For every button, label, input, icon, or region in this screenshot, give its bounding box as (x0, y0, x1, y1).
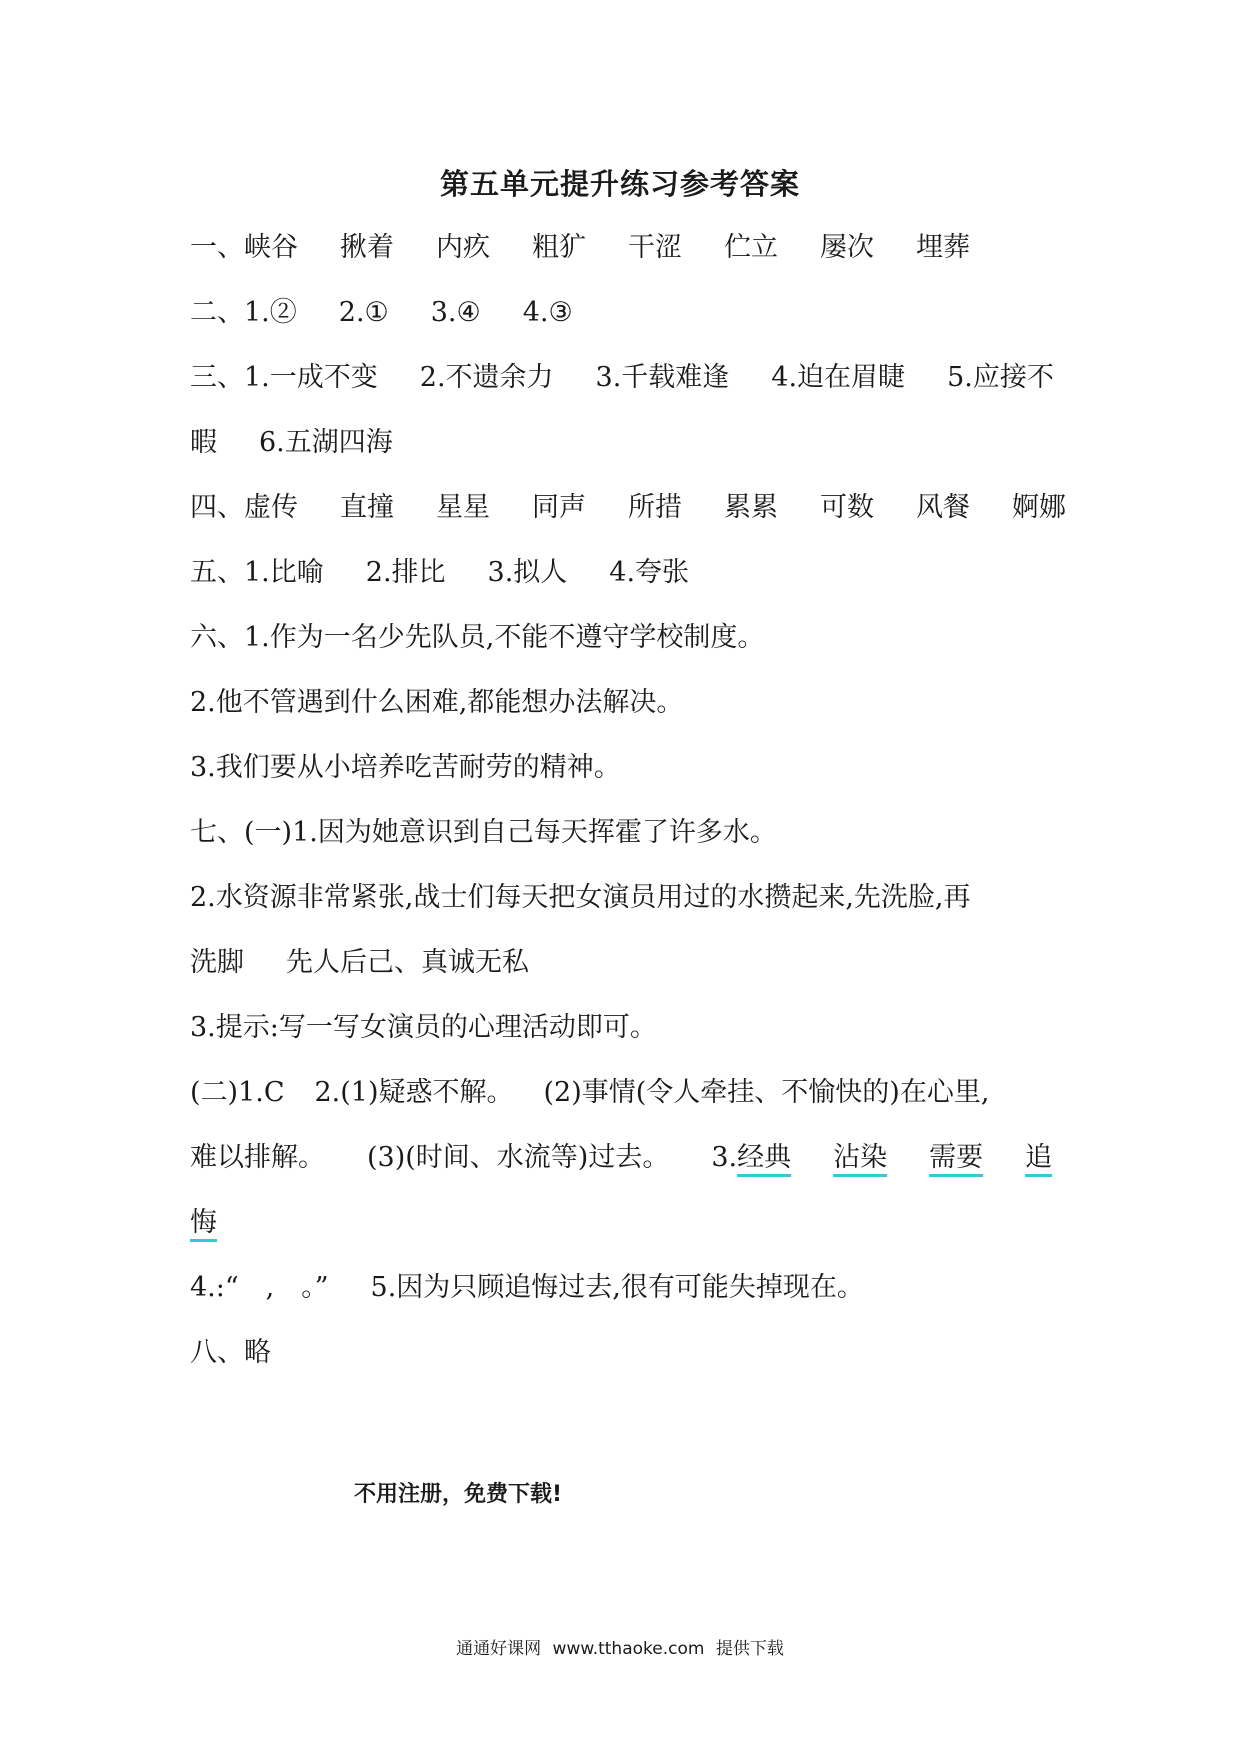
underlined-word: 沾染 (833, 1142, 888, 1173)
download-note: 不用注册，免费下载! (354, 1482, 563, 1507)
section-6-line-2: 2.他不管遇到什么困难,都能想办法解决。 (190, 687, 684, 718)
answer-fragment: 先人后己、真诚无私 (286, 947, 529, 978)
answer-item: 4.迫在眉睫 (771, 362, 906, 393)
answer-word: 星星 (436, 492, 490, 523)
answer-item: 3.拟人 (487, 557, 568, 588)
section-7-line-7 (190, 1205, 217, 1241)
underlined-word: 追 (1025, 1142, 1053, 1173)
answer-item: 1.比喻 (244, 557, 324, 588)
section-lead: 五、 (190, 557, 244, 588)
answer-item: 2.不遗余力 (419, 362, 554, 393)
section-8-answer: 八、略 (190, 1337, 271, 1368)
answer-fragment: 洗脚 (190, 947, 244, 978)
underlined-word: 悔 (190, 1207, 217, 1238)
underlined-word: 需要 (929, 1142, 984, 1173)
section-lead: 二、 (190, 297, 244, 328)
section-lead: 四、 (190, 492, 244, 523)
section-6-line-1 (190, 620, 764, 656)
answer-item: 4.:“ , 。” (190, 1272, 329, 1303)
section-7-line-5 (190, 1075, 989, 1111)
answer-sentence: 1.作为一名少先队员,不能不遵守学校制度。 (244, 622, 765, 653)
answer-fragment: 暇 (190, 427, 217, 458)
answer-item: 难以排解。 (190, 1142, 325, 1173)
section-1-answers (190, 230, 970, 266)
answer-item: 3.④ (430, 297, 481, 328)
answer-sentence: (一)1.因为她意识到自己每天挥霍了许多水。 (244, 817, 777, 848)
page-footer: 通通好课网 www.tthaoke.com 提供下载 (456, 1639, 784, 1659)
section-3-answers (190, 360, 1054, 396)
section-3-continued (190, 425, 393, 461)
section-2-answers (190, 295, 573, 331)
answer-word: 同声 (532, 492, 586, 523)
answer-item: 2.(1)疑惑不解。 (314, 1077, 514, 1108)
underlined-word: 经典 (737, 1142, 792, 1173)
answer-word: 峡谷 (244, 232, 298, 263)
answer-item: 5.应接不 (947, 362, 1054, 393)
answer-item: 3.千载难逢 (595, 362, 730, 393)
section-6-line-3: 3.我们要从小培养吃苦耐劳的精神。 (190, 752, 621, 783)
answer-item: 5.因为只顾追悔过去,很有可能失掉现在。 (370, 1272, 864, 1303)
answer-item: 2.① (338, 297, 389, 328)
answer-word: 伫立 (724, 232, 778, 263)
answer-word: 直撞 (340, 492, 394, 523)
answer-item: (二)1.C (190, 1077, 285, 1108)
section-7-line-2: 2.水资源非常紧张,战士们每天把女演员用过的水攒起来,先洗脸,再 (190, 882, 971, 913)
answer-item: (3)(时间、水流等)过去。 (367, 1142, 670, 1173)
answer-word: 粗犷 (532, 232, 586, 263)
answer-word: 埋葬 (916, 232, 970, 263)
section-7-line-1 (190, 815, 777, 851)
answer-word: 可数 (820, 492, 874, 523)
answer-word: 累累 (724, 492, 778, 523)
answer-item: 2.排比 (365, 557, 446, 588)
section-7-line-3 (190, 945, 529, 981)
section-lead: 一、 (190, 232, 244, 263)
section-lead: 七、 (190, 817, 244, 848)
answer-word: 虚传 (244, 492, 298, 523)
answer-word: 所措 (628, 492, 682, 523)
section-lead: 三、 (190, 362, 244, 393)
section-7-line-8 (190, 1270, 864, 1306)
answer-word: 干涩 (628, 232, 682, 263)
answer-item: 1.一成不变 (244, 362, 378, 393)
answer-word: 风餐 (916, 492, 970, 523)
section-7-line-4: 3.提示:写一写女演员的心理活动即可。 (190, 1012, 657, 1043)
answer-item: 6.五湖四海 (259, 427, 393, 458)
answer-word: 揪着 (340, 232, 394, 263)
section-7-line-6 (190, 1140, 1052, 1176)
answer-word: 内疚 (436, 232, 490, 263)
answer-item: 3. (711, 1142, 738, 1173)
answer-word: 婀娜 (1012, 492, 1066, 523)
section-4-answers (190, 490, 1066, 526)
section-lead: 六、 (190, 622, 244, 653)
page-title: 第五单元提升练习参考答案 (439, 167, 800, 201)
answer-item: (2)事情(令人牵挂、不愉快的)在心里, (543, 1077, 990, 1108)
answer-item: 4.③ (522, 297, 573, 328)
answer-word: 屡次 (820, 232, 874, 263)
answer-item: 1.② (244, 297, 297, 328)
section-5-answers (190, 555, 689, 591)
answer-item: 4.夸张 (609, 557, 690, 588)
